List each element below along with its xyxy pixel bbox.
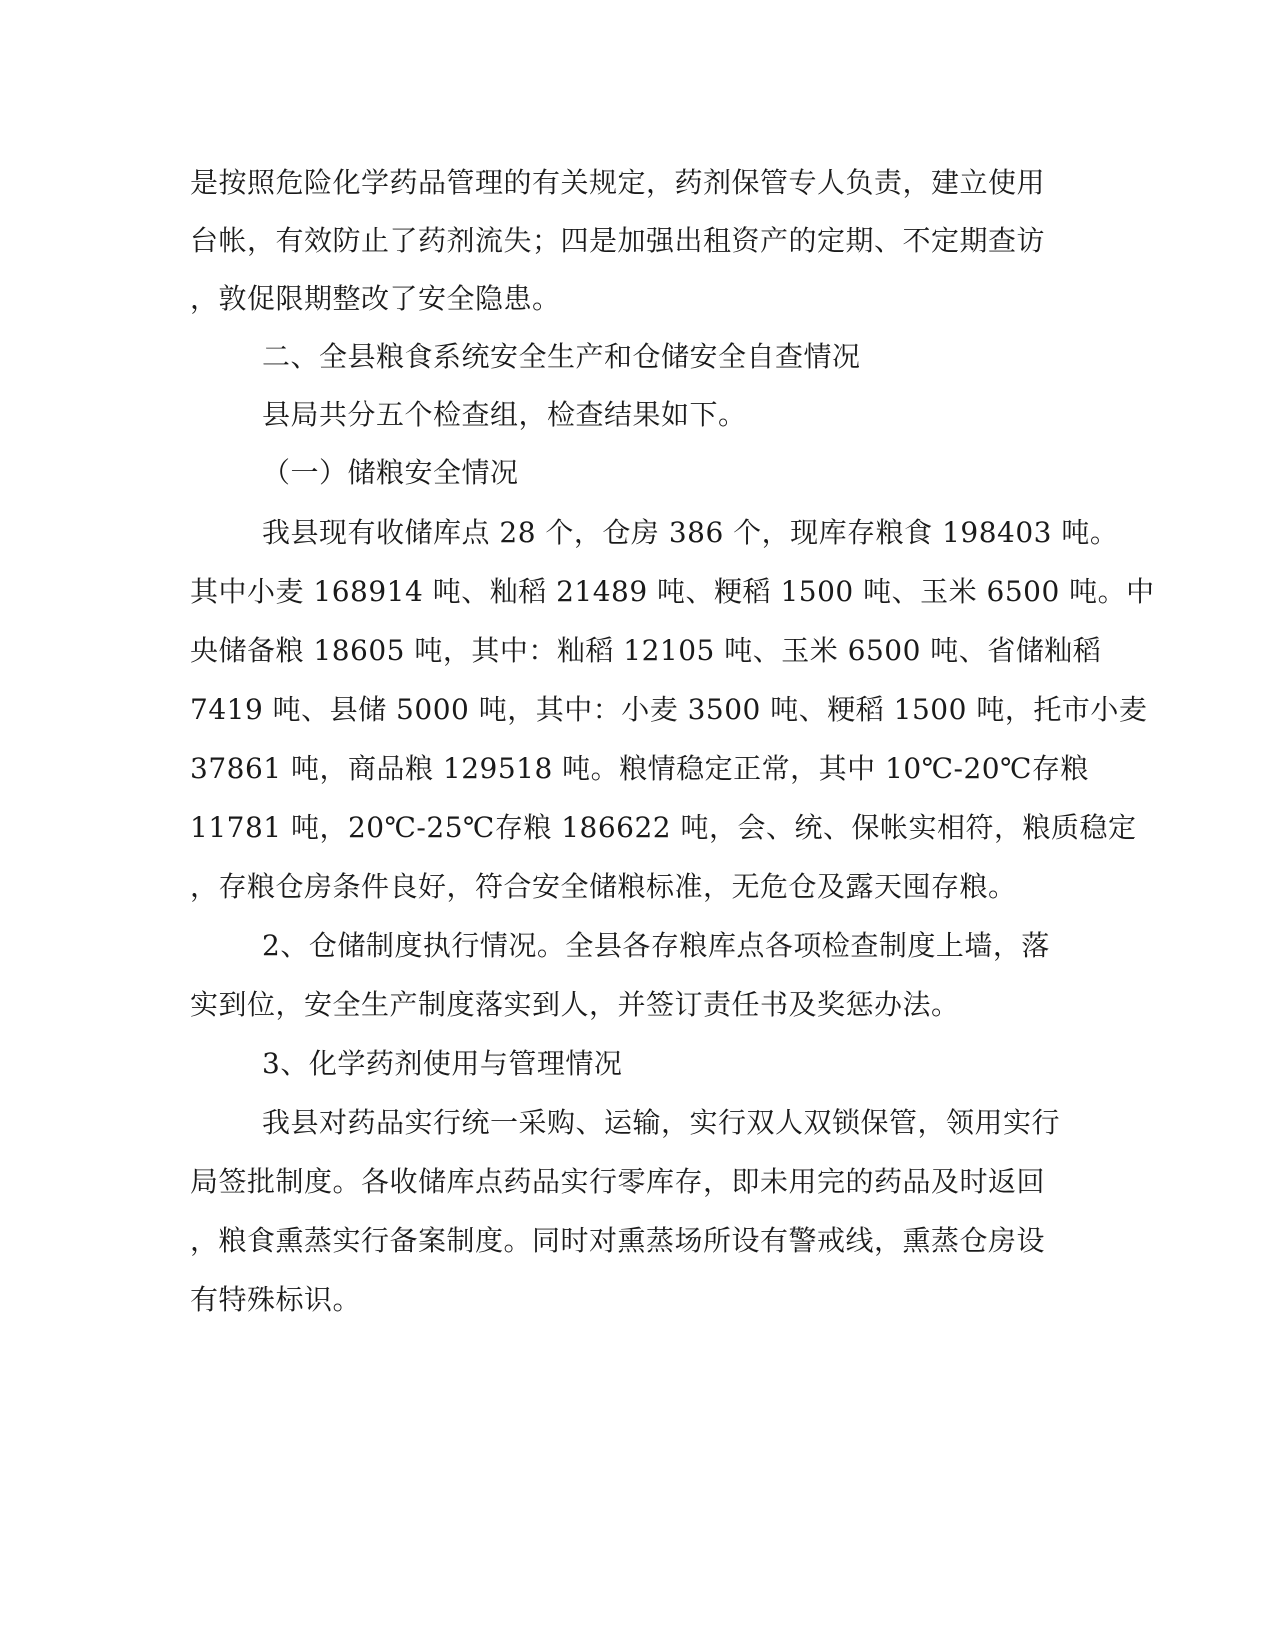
text-line: 我县对药品实行统一采购、运输，实行双人双锁保管，领用实行 bbox=[262, 1106, 1061, 1139]
text-line: 2、仓储制度执行情况。全县各存粮库点各项检查制度上墙，落 bbox=[262, 929, 1050, 962]
text-line: 实到位，安全生产制度落实到人，并签订责任书及奖惩办法。 bbox=[190, 988, 960, 1021]
text-line: 是按照危险化学药品管理的有关规定，药剂保管专人负责，建立使用 bbox=[190, 166, 1046, 199]
subsection-heading: 3、化学药剂使用与管理情况 bbox=[262, 1047, 623, 1080]
text-line: 11781 吨，20℃-25℃存粮 186622 吨，会、统、保帐实相符，粮质稳定 bbox=[190, 811, 1137, 844]
text-line: 台帐，有效防止了药剂流失；四是加强出租资产的定期、不定期查访 bbox=[190, 224, 1046, 257]
text-line: 县局共分五个检查组，检查结果如下。 bbox=[262, 398, 747, 431]
text-line: 我县现有收储库点 28 个，仓房 386 个，现库存粮食 198403 吨。 bbox=[262, 516, 1119, 549]
text-line: ，存粮仓房条件良好，符合安全储粮标准，无危仓及露天囤存粮。 bbox=[190, 870, 1017, 903]
text-line: 37861 吨，商品粮 129518 吨。粮情稳定正常，其中 10℃-20℃存粮 bbox=[190, 752, 1089, 785]
text-line: 有特殊标识。 bbox=[190, 1283, 362, 1316]
text-line: 局签批制度。各收储库点药品实行零库存，即未用完的药品及时返回 bbox=[190, 1165, 1046, 1198]
text-line: 7419 吨、县储 5000 吨，其中：小麦 3500 吨、粳稻 1500 吨，托市小麦 bbox=[190, 693, 1148, 726]
text-line: ，敦促限期整改了安全隐患。 bbox=[190, 282, 561, 315]
text-line: 其中小麦 168914 吨、籼稻 21489 吨、粳稻 1500 吨、玉米 6500 吨。中 bbox=[190, 575, 1155, 608]
section-heading: 二、全县粮食系统安全生产和仓储安全自查情况 bbox=[262, 340, 861, 373]
subsection-heading: （一）储粮安全情况 bbox=[262, 456, 519, 489]
text-line: ，粮食熏蒸实行备案制度。同时对熏蒸场所设有警戒线，熏蒸仓房设 bbox=[190, 1224, 1046, 1257]
text-line: 央储备粮 18605 吨，其中：籼稻 12105 吨、玉米 6500 吨、省储籼稻 bbox=[190, 634, 1102, 667]
